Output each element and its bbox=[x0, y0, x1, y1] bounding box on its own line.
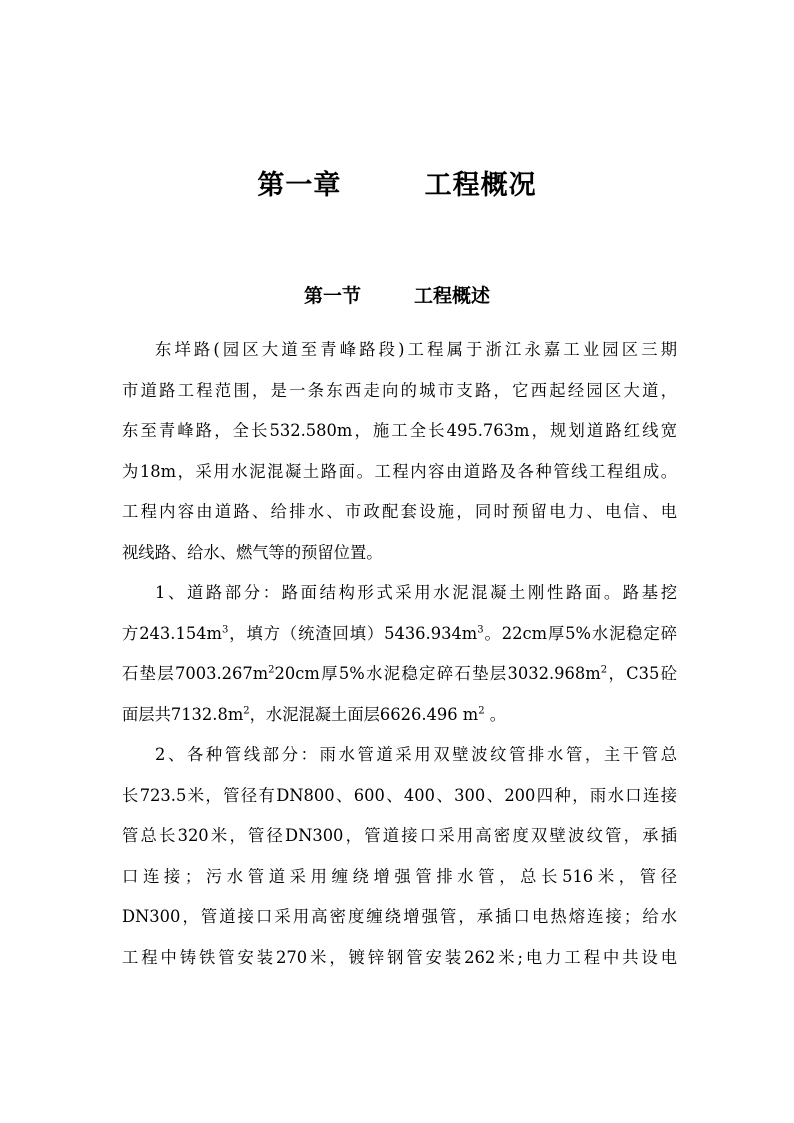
paragraph-3-line-4: 口连接；污水管道采用缠绕增强管排水管，总长516米，管径 bbox=[122, 866, 677, 886]
superscript: 3 bbox=[477, 624, 484, 636]
text-span: ，C35砼 bbox=[607, 664, 677, 683]
text-span: 20cm厚5%水泥稳定碎石垫层3032.968m bbox=[274, 664, 601, 683]
superscript: 2 bbox=[243, 705, 250, 717]
paragraph-1-line-6: 视线路、给水、燃气等的预留位置。 bbox=[122, 542, 383, 562]
paragraph-1-line-2: 市道路工程范围，是一条东西走向的城市支路，它西起经园区大道， bbox=[122, 380, 677, 400]
paragraph-3-line-1: 2、各种管线部分：雨水管道采用双壁波纹管排水管，主干管总 bbox=[155, 745, 677, 764]
section-title: 第一节 工程概述 bbox=[304, 285, 490, 307]
paragraph-1-line-3: 东至青峰路，全长532.580m，施工全长495.763m，规划道路红线宽 bbox=[122, 421, 677, 440]
text-span: ，水泥混凝土面层6626.496 m bbox=[249, 704, 479, 724]
text-span: 方243.154m bbox=[122, 623, 222, 643]
document-body bbox=[122, 330, 677, 978]
text-span: 面层共7132.8m bbox=[122, 704, 244, 724]
superscript: 2 bbox=[268, 664, 275, 676]
paragraph-1-line-1: 东垟路(园区大道至青峰路段)工程属于浙江永嘉工业园区三期 bbox=[155, 340, 677, 359]
paragraph-3-line-6: 工程中铸铁管安装270米，镀锌钢管安装262米;电力工程中共设电 bbox=[122, 947, 677, 967]
paragraph-1-line-4: 为18m，采用水泥混凝土路面。工程内容由道路及各种管线工程组成。 bbox=[122, 461, 677, 481]
paragraph-2-line-4 bbox=[122, 695, 677, 736]
text-span: 石垫层7003.267m bbox=[122, 664, 269, 683]
text-span: 。22cm厚5%水泥稳定碎 bbox=[483, 623, 677, 643]
paragraph-2-line-2 bbox=[122, 614, 677, 655]
paragraph-2-line-3 bbox=[122, 654, 677, 695]
paragraph-1-line-5: 工程内容由道路、给排水、市政配套设施，同时预留电力、电信、电 bbox=[122, 502, 677, 521]
text-span: ，填方（统渣回填）5436.934m bbox=[228, 623, 478, 643]
superscript: 2 bbox=[478, 705, 485, 717]
superscript: 3 bbox=[221, 624, 229, 636]
paragraph-3-line-2: 长723.5米，管径有DN800、600、400、300、200四种，雨水口连接 bbox=[122, 785, 677, 805]
paragraph-2-line-1: 1、道路部分：路面结构形式采用水泥混凝土刚性路面。路基挖 bbox=[155, 583, 677, 602]
paragraph-3-line-5: DN300，管道接口采用高密度缠绕增强管，承插口电热熔连接；给水 bbox=[122, 907, 677, 926]
text-span: 。 bbox=[484, 704, 507, 724]
chapter-title: 第一章 工程概况 bbox=[257, 170, 537, 201]
paragraph-3-line-3: 管总长320米，管径DN300，管道接口采用高密度双壁波纹管，承插 bbox=[122, 826, 677, 845]
superscript: 2 bbox=[600, 664, 608, 676]
